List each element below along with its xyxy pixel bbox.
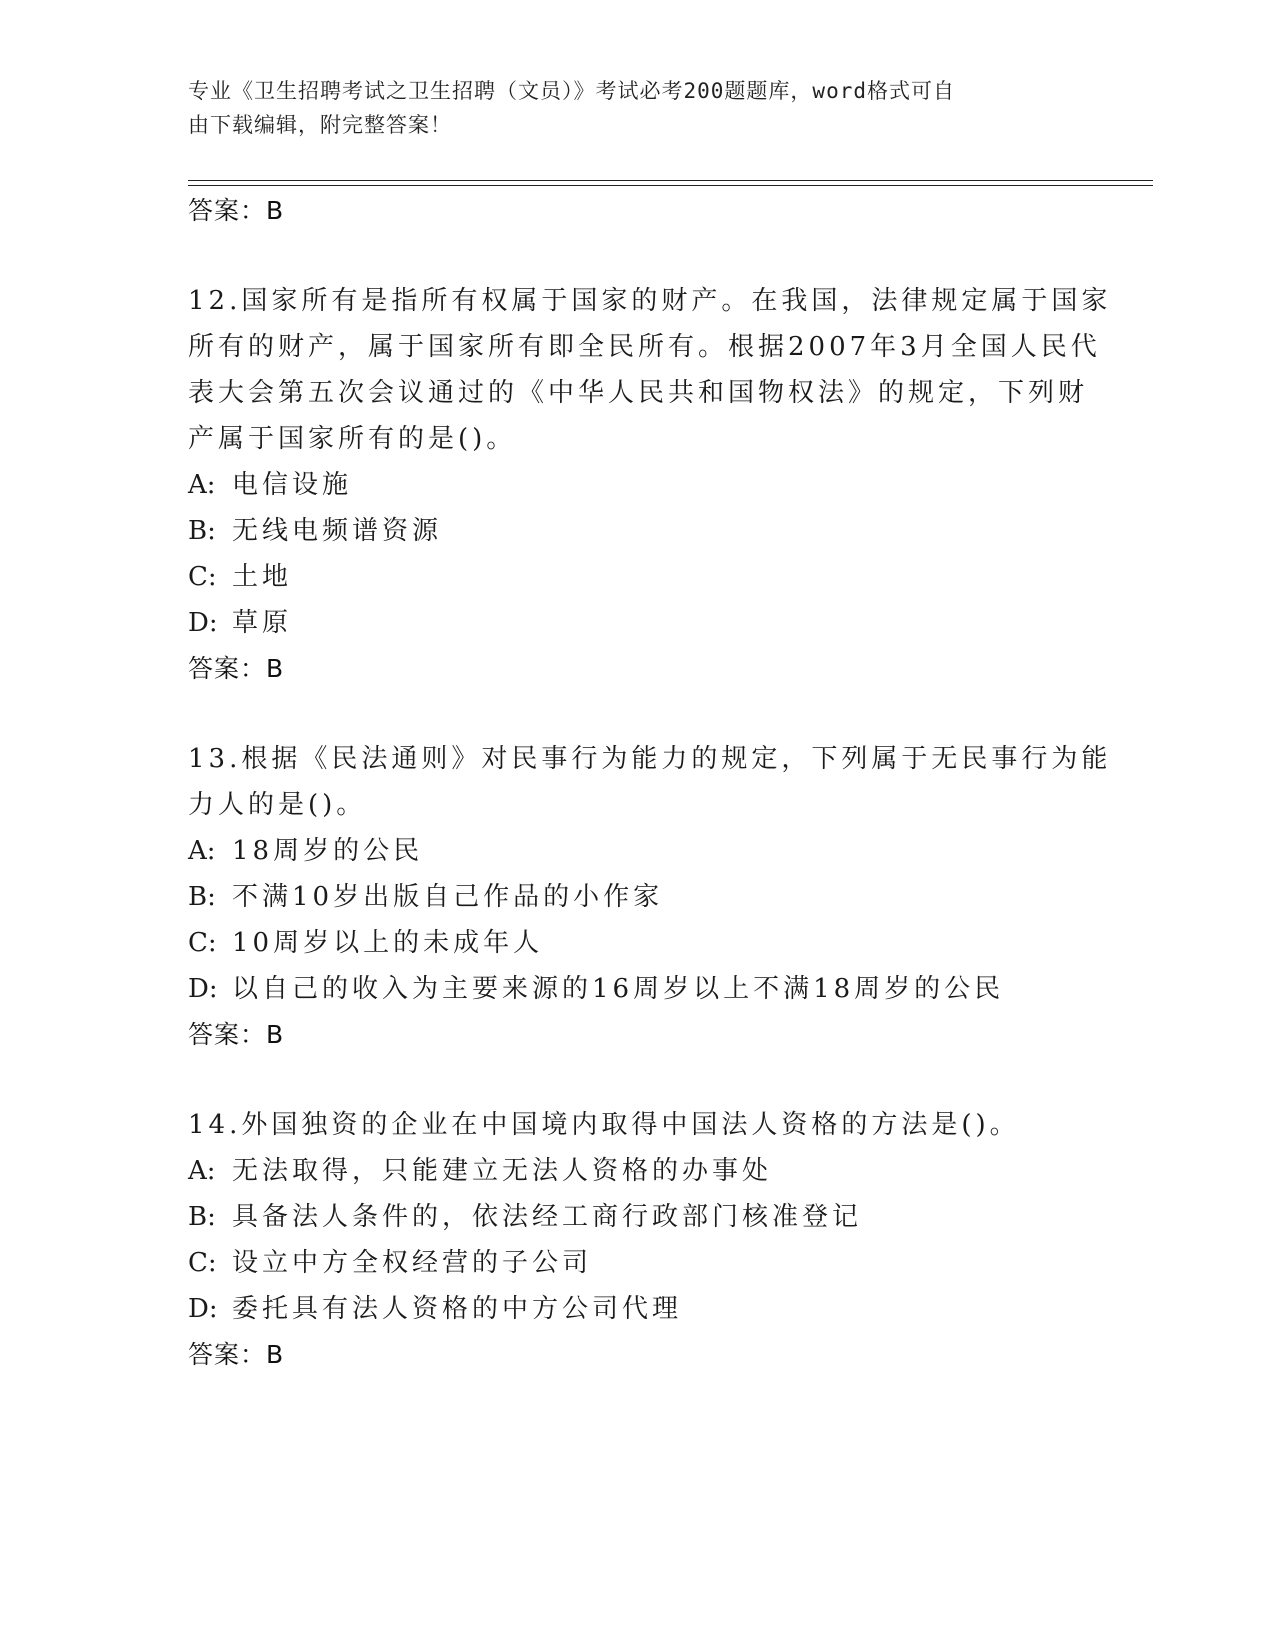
question-text-line: 产属于国家所有的是()。 (188, 424, 517, 454)
header-line-1: 专业《卫生招聘考试之卫生招聘（文员）》考试必考200题题库，word格式可自 (188, 79, 955, 103)
document-body (188, 188, 1112, 1378)
option-text: 无法取得，只能建立无法人资格的办事处 (232, 1156, 773, 1186)
option-d (188, 1286, 1088, 1332)
answer-line: 答案：B (188, 196, 285, 225)
header-line-2: 由下载编辑，附完整答案！ (188, 113, 452, 137)
question-block (188, 736, 1112, 1058)
option-letter: B: (188, 516, 216, 546)
option-a (188, 462, 1088, 508)
option-letter: C: (188, 1248, 217, 1278)
header-divider-bottom (188, 185, 1153, 186)
answer-line: 答案：B (188, 654, 285, 683)
option-b (188, 874, 1088, 920)
option-c (188, 1240, 1088, 1286)
option-c (188, 554, 1088, 600)
option-letter: A: (188, 836, 216, 866)
question-text-line: 13.根据《民法通则》对民事行为能力的规定，下列属于无民事行为能 (188, 744, 1112, 774)
question-block (188, 1102, 1088, 1378)
option-letter: D: (188, 974, 218, 1004)
option-a (188, 1148, 1088, 1194)
option-letter: D: (188, 1294, 218, 1324)
option-text: 电信设施 (232, 470, 353, 500)
option-letter: A: (188, 470, 216, 500)
question-text-line: 14.外国独资的企业在中国境内取得中国法人资格的方法是()。 (188, 1110, 1020, 1140)
header-divider-top (188, 180, 1153, 181)
question-text-line: 力人的是()。 (188, 790, 367, 820)
option-text: 设立中方全权经营的子公司 (232, 1248, 593, 1278)
answer-line: 答案：B (188, 1340, 285, 1369)
option-letter: A: (188, 1156, 216, 1186)
option-text: 以自己的收入为主要来源的16周岁以上不满18周岁的公民 (232, 974, 1005, 1004)
option-c (188, 920, 1088, 966)
option-letter: D: (188, 608, 218, 638)
document-header (188, 74, 1068, 142)
option-d (188, 966, 1088, 1012)
option-text: 委托具有法人资格的中方公司代理 (232, 1294, 683, 1324)
option-d (188, 600, 1088, 646)
option-letter: C: (188, 928, 217, 958)
option-letter: C: (188, 562, 217, 592)
option-text: 无线电频谱资源 (232, 516, 443, 546)
option-text: 草原 (232, 608, 293, 638)
option-text: 具备法人条件的，依法经工商行政部门核准登记 (232, 1202, 863, 1232)
option-b (188, 1194, 1088, 1240)
question-text-line: 所有的财产，属于国家所有即全民所有。根据2007年3月全国人民代 (188, 332, 1101, 362)
option-a (188, 828, 1088, 874)
option-letter: B: (188, 1202, 216, 1232)
question-text-line: 12.国家所有是指所有权属于国家的财产。在我国，法律规定属于国家 (188, 286, 1112, 316)
question-text-line: 表大会第五次会议通过的《中华人民共和国物权法》的规定，下列财 (188, 378, 1089, 408)
option-text: 土地 (232, 562, 293, 592)
option-letter: B: (188, 882, 216, 912)
option-b (188, 508, 1088, 554)
question-block (188, 278, 1112, 692)
option-text: 10周岁以上的未成年人 (232, 928, 544, 958)
option-text: 不满10岁出版自己作品的小作家 (232, 882, 664, 912)
answer-line: 答案：B (188, 1020, 285, 1049)
option-text: 18周岁的公民 (232, 836, 424, 866)
